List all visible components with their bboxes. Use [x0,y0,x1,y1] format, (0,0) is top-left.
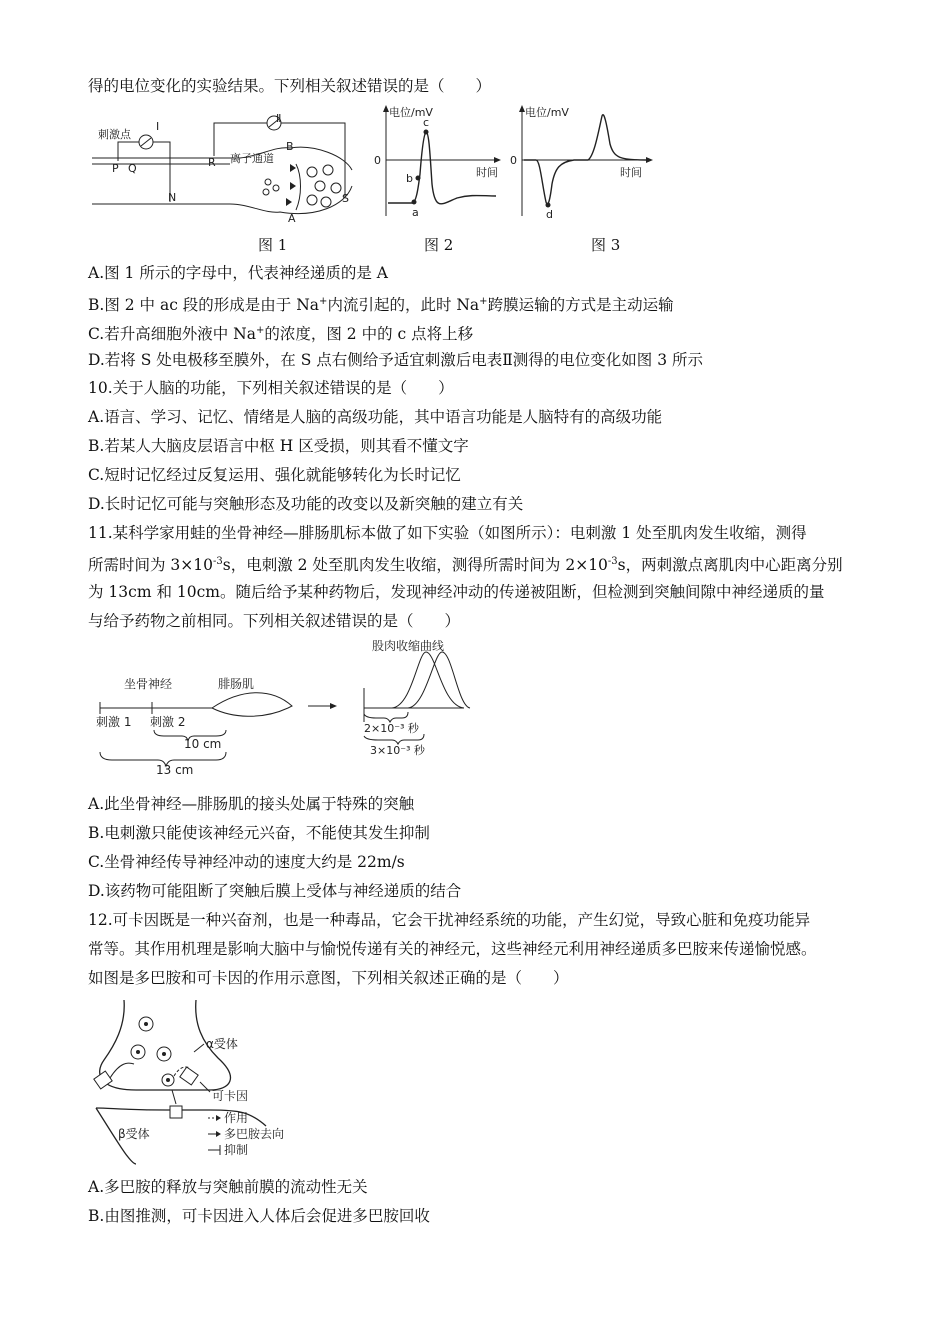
fig2-point-c: c [423,116,430,129]
fig3-zero: 0 [510,154,517,167]
fig3-point-d: d [546,208,553,221]
fig1-label-R: R [208,156,216,169]
q11-label-t2: 2×10⁻³ 秒 [364,722,419,735]
q11-muscle-shape [212,693,292,717]
q11-option-b: B.电刺激只能使该神经元兴奋，不能使其发生抑制 [88,824,430,842]
q11-option-a: A.此坐骨神经—腓肠肌的接头处属于特殊的突触 [88,795,415,813]
q12-option-a: A.多巴胺的释放与突触前膜的流动性无关 [88,1178,368,1196]
q10-stem: 10.关于人脑的功能，下列相关叙述错误的是（ ） [88,379,454,397]
fig1-label-Q: Q [128,162,137,175]
q12-beta-receptor [170,1106,182,1118]
q11-label-gastro: 腓肠肌 [218,677,255,691]
fig1-label-B: B [286,140,294,153]
q12-legend-effect: 作用 [224,1111,249,1125]
q12-stem-line1: 12.可卡因既是一种兴奋剂，也是一种毒品，它会干扰神经系统的功能，产生幻觉，导致心脏和免疫功能异 [88,911,811,929]
q11-stem-line2: 所需时间为 $3\times 10^{-3}s$，电刺激 2 处至肌肉发生收缩，测得所需时间为 $2\times 10^{-3}s$，两刺激点离肌肉中心距离分别 [88,556,843,574]
fig1-label-S: S [342,192,349,205]
q9-option-d: D.若将 S 处电极移至膜外，在 S 点右侧给予适宜刺激后电表Ⅱ测得的电位变化如图 3 所示 [88,351,703,369]
q11-label-sciatic: 坐骨神经 [124,677,173,691]
q12-label-beta: β受体 [118,1127,150,1141]
q11-curve-stim1 [408,652,470,708]
fig2-zero: 0 [374,154,381,167]
figure-2-caption: 图 2 [424,236,454,254]
figure-3-potential-graph [508,104,658,222]
q11-nerve-muscle-figure [92,636,476,778]
q12-transporter-right [180,1067,198,1085]
q12-synapse-figure [90,996,290,1166]
q9-option-c: C.若升高细胞外液中 Na+的浓度，图 2 中的 c 点将上移 [88,325,474,343]
q12-transporter-left [94,1071,112,1089]
q11-label-curve-title: 股肉收缩曲线 [372,639,445,653]
fig1-label-N: N [168,191,177,204]
q9-intro: 得的电位变化的实验结果。下列相关叙述错误的是（ ） [88,77,492,95]
fig1-label-II: Ⅱ [276,112,282,125]
q11-label-stim1: 刺激 1 [96,715,132,729]
q12-stem-line3: 如图是多巴胺和可卡因的作用示意图，下列相关叙述正确的是（ ） [88,969,569,987]
fig2-point-a: a [412,206,419,219]
q11-label-10cm: 10 cm [184,737,222,751]
q11-stem-line3: 为 13cm 和 10cm。随后给予某种药物后，发现神经冲动的传递被阻断，但检测到突触间隙中神经递质的量 [88,583,825,601]
q10-option-d: D.长时记忆可能与突触形态及功能的改变以及新突触的建立有关 [88,495,524,513]
figure-3-caption: 图 3 [591,236,621,254]
q11-label-t3: 3×10⁻³ 秒 [370,744,425,757]
q12-label-alpha: α受体 [206,1037,238,1051]
fig2-point-b: b [406,172,413,185]
fig2-ylabel: 电位/mV [389,106,433,119]
q12-stem-line2: 常等。其作用机理是影响大脑中与愉悦传递有关的神经元，这些神经元利用神经递质多巴胺来传递愉悦感。 [88,940,817,958]
q11-label-stim2: 刺激 2 [150,715,186,729]
q10-option-a: A.语言、学习、记忆、情绪是人脑的高级功能，其中语言功能是人脑特有的高级功能 [88,408,663,426]
q12-legend-dopamine-flow: 多巴胺去向 [224,1127,285,1141]
figure-1-neuron-diagram [90,106,370,224]
q11-option-d: D.该药物可能阻断了突触后膜上受体与神经递质的结合 [88,882,462,900]
fig3-ylabel: 电位/mV [525,106,569,119]
fig1-label-ion-channel: 离子通道 [230,152,274,165]
q10-option-b: B.若某人大脑皮层语言中枢 H 区受损，则其看不懂文字 [88,437,469,455]
q12-label-cocaine: 可卡因 [212,1089,249,1103]
q11-stem-line1: 11.某科学家用蛙的坐骨神经—腓肠肌标本做了如下实验（如图所示）：电刺激 1 处至肌肉发生收缩，测得 [88,524,807,542]
q11-option-c: C.坐骨神经传导神经冲动的速度大约是 22m/s [88,853,405,871]
fig1-label-I: I [156,120,160,133]
fig2-xlabel: 时间 [476,166,498,179]
q12-legend-inhibit: 抑制 [224,1143,249,1157]
q10-option-c: C.短时记忆经过反复运用、强化就能够转化为长时记忆 [88,466,461,484]
fig1-label-stim-point: 刺激点 [98,128,131,141]
fig3-potential-curve [524,115,646,204]
q9-option-a: A.图 1 所示的字母中，代表神经递质的是 A [88,264,388,282]
q11-stem-line4: 与给予药物之前相同。下列相关叙述错误的是（ ） [88,612,461,630]
figure-1-caption: 图 1 [258,236,288,254]
fig3-xlabel: 时间 [620,166,642,179]
q11-label-13cm: 13 cm [156,763,194,777]
fig1-label-A: A [288,212,296,224]
q12-option-b: B.由图推测，可卡因进入人体后会促进多巴胺回收 [88,1207,430,1225]
fig1-label-P: P [112,162,119,175]
q9-option-b: B.图 2 中 ac 段的形成是由于 Na+内流引起的，此时 Na+跨膜运输的方式是主动运输 [88,296,674,314]
figure-2-action-potential-graph [372,104,502,222]
